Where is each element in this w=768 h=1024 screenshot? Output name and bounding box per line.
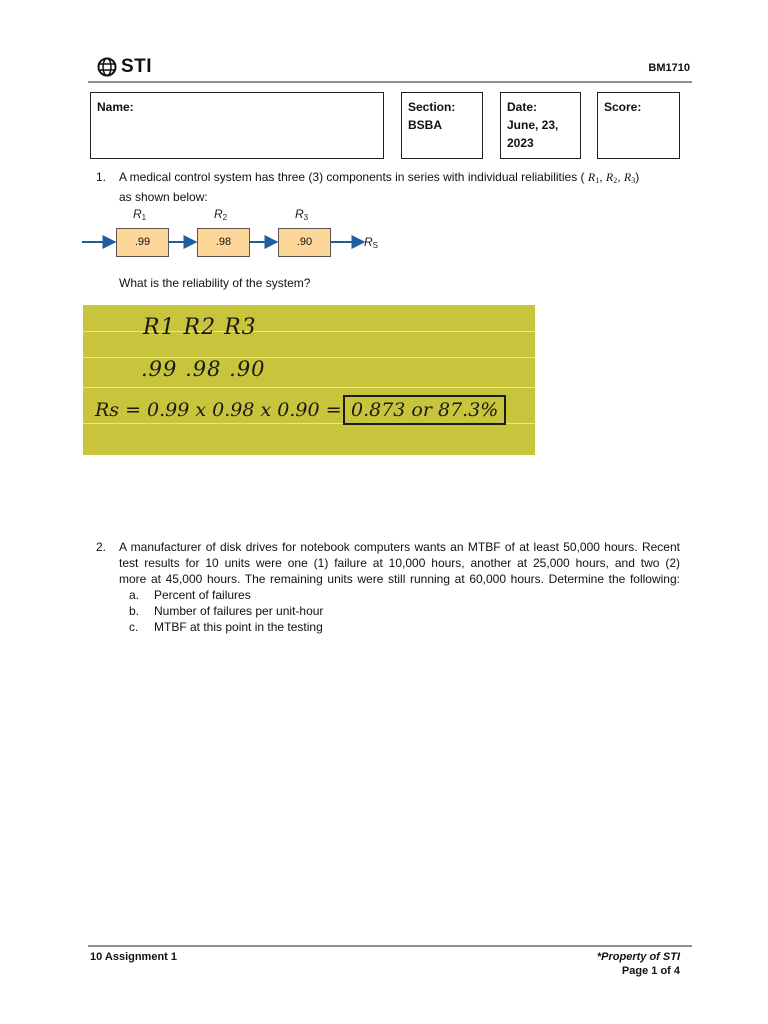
- handwritten-answer-box: 0.873 or 87.3%: [343, 395, 506, 425]
- question-2-line-3: more at 45,000 hours. The remaining units were still running at 60,000 hours. Determine the following:: [119, 572, 680, 586]
- footer-assignment: 10 Assignment 1: [90, 951, 178, 963]
- component-r1: .99: [116, 228, 169, 257]
- component-r3: .90: [278, 228, 331, 257]
- footer-rule: [88, 945, 692, 947]
- r3-symbol: $R_3$: [623, 170, 636, 185]
- name-box[interactable]: [90, 92, 384, 159]
- score-label: Score:: [604, 100, 642, 114]
- date-box[interactable]: [500, 92, 581, 159]
- diagram-label-r3: $R_3$: [295, 207, 309, 222]
- diagram-label-r1: $R_1$: [133, 207, 147, 222]
- date-value-line1: June, 23,: [507, 118, 559, 132]
- date-value-line2: 2023: [507, 136, 534, 150]
- question-text-cont: as shown below:: [119, 190, 208, 204]
- section-value: BSBA: [408, 118, 443, 132]
- document-code: BM1710: [648, 62, 690, 74]
- sti-logo: [96, 56, 152, 78]
- footer-property: *Property of STI: [596, 951, 680, 963]
- logo-text: STI: [121, 56, 153, 77]
- score-box[interactable]: [597, 92, 680, 159]
- r1-symbol: $R_1$: [587, 170, 600, 185]
- question-1: 1. A medical control system has three (3) components in series with individual reliabilities ( $R_1$, $R_2$, $R_3$) as shown below:: [96, 170, 640, 204]
- question-2-list: a. Percent of failures b. Number of failures per unit-hour c. MTBF at this point in the testing: [129, 588, 324, 634]
- header-rule: [88, 81, 692, 83]
- section-label: Section:: [408, 100, 456, 114]
- footer-page-number: Page 1 of 4: [621, 965, 680, 977]
- handwritten-line-2: .99 .98 .90: [141, 357, 266, 381]
- date-label: Date:: [507, 100, 538, 114]
- component-r2: .98: [197, 228, 250, 257]
- question-2-line-2: test results for 10 units were one (1) failure at 10,000 hours, another at 25,000 hours, and two (2): [119, 556, 680, 570]
- r2-symbol: $R_2$: [605, 170, 618, 185]
- question-prompt: What is the reliability of the system?: [119, 276, 311, 290]
- name-label: Name:: [97, 100, 134, 114]
- question-text: A medical control system has three (3) components in series with individual reliabilities (: [119, 170, 585, 184]
- question-number: 1.: [96, 170, 107, 184]
- globe-icon: [96, 57, 118, 77]
- section-box[interactable]: [401, 92, 483, 159]
- output-label-rs: $R_S$: [364, 235, 379, 250]
- handwritten-answer-photo: [83, 305, 535, 455]
- question-2-line-1: A manufacturer of disk drives for notebook computers wants an MTBF of at least 50,000 hours. Recent: [119, 540, 680, 554]
- handwritten-line-1: R1 R2 R3: [143, 315, 257, 340]
- handwritten-line-3: Rs = 0.99 x 0.98 x 0.90 =: [95, 399, 342, 421]
- diagram-label-r2: $R_2$: [214, 207, 228, 222]
- question-number: 2.: [96, 540, 107, 554]
